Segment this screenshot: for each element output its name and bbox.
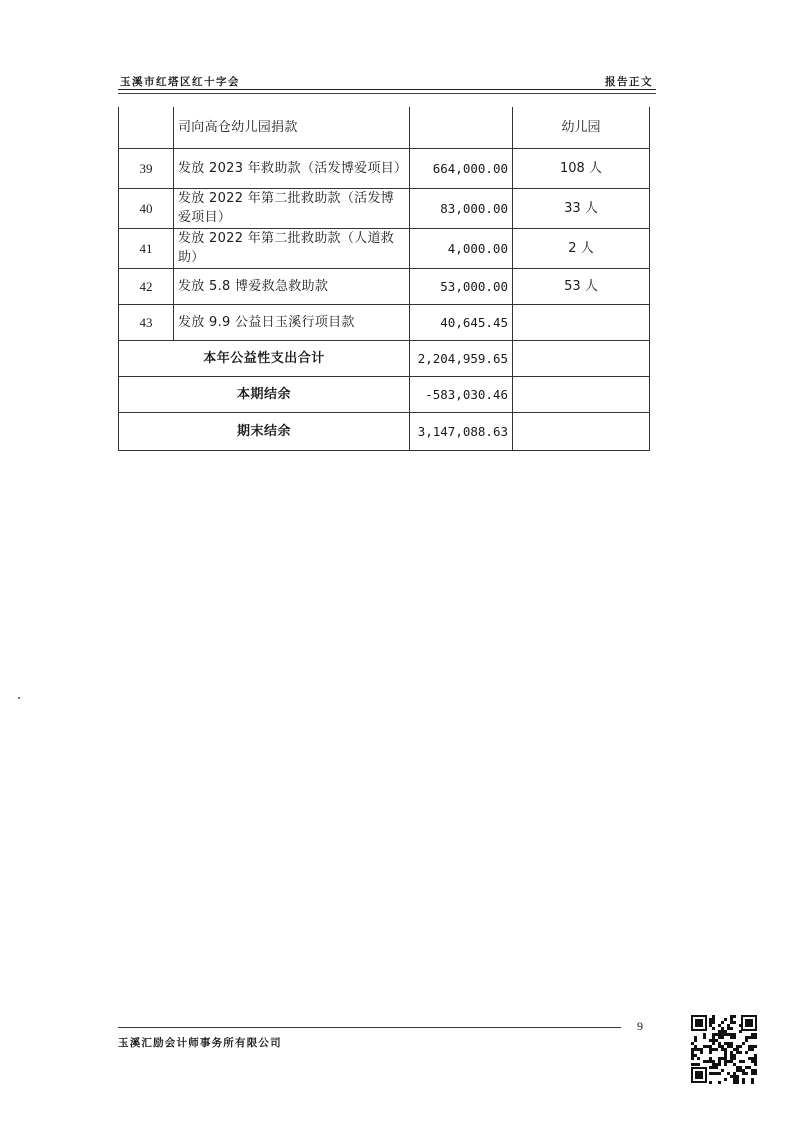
- summary-period-balance-amount: -583,030.46: [410, 376, 513, 412]
- summary-row: [119, 340, 650, 376]
- summary-note: [513, 340, 650, 376]
- header-rule-thick: [118, 89, 656, 90]
- row-description: 发放 2023 年救助款（活发博爱项目）: [174, 148, 410, 188]
- row-note: 108 人: [513, 148, 650, 188]
- summary-total-label: 本年公益性支出合计: [119, 340, 410, 376]
- summary-note: [513, 412, 650, 450]
- row-note: 53 人: [513, 268, 650, 304]
- row-amount: [410, 107, 513, 148]
- table-row: [119, 148, 650, 188]
- summary-ending-balance-amount: 3,147,088.63: [410, 412, 513, 450]
- summary-row: [119, 376, 650, 412]
- summary-total-amount: 2,204,959.65: [410, 340, 513, 376]
- row-amount: 664,000.00: [410, 148, 513, 188]
- row-description: 司向高仓幼儿园捐款: [174, 107, 410, 148]
- table-row: [119, 268, 650, 304]
- page-number: 9: [637, 1019, 643, 1033]
- row-index: 43: [119, 304, 174, 340]
- row-index: [119, 107, 174, 148]
- table-row: [119, 304, 650, 340]
- summary-note: [513, 376, 650, 412]
- row-note: 2 人: [513, 228, 650, 268]
- row-description: 发放 2022 年第二批救助款（活发博爱项目）: [174, 188, 410, 228]
- row-note: 33 人: [513, 188, 650, 228]
- table-row: [119, 188, 650, 228]
- header-section-label: 报告正文: [605, 76, 653, 88]
- summary-row: [119, 412, 650, 450]
- expenditure-table: [118, 107, 650, 451]
- row-description: 发放 5.8 博爱救急救助款: [174, 268, 410, 304]
- scan-speck: [18, 697, 20, 699]
- row-description: 发放 2022 年第二批救助款（人道救助）: [174, 228, 410, 268]
- table-row: [119, 107, 650, 148]
- table-row: [119, 228, 650, 268]
- row-note: 幼儿园: [513, 107, 650, 148]
- row-index: 40: [119, 188, 174, 228]
- header-rule-thin: [118, 93, 656, 94]
- header-org-name: 玉溪市红塔区红十字会: [120, 76, 240, 88]
- row-index: 41: [119, 228, 174, 268]
- footer-firm-name: 玉溪汇励会计师事务所有限公司: [118, 1037, 282, 1049]
- row-description: 发放 9.9 公益日玉溪行项目款: [174, 304, 410, 340]
- footer-rule: [118, 1027, 621, 1028]
- qr-code-icon: [689, 1013, 759, 1085]
- row-amount: 4,000.00: [410, 228, 513, 268]
- row-amount: 83,000.00: [410, 188, 513, 228]
- summary-period-balance-label: 本期结余: [119, 376, 410, 412]
- summary-ending-balance-label: 期末结余: [119, 412, 410, 450]
- row-amount: 53,000.00: [410, 268, 513, 304]
- row-note: [513, 304, 650, 340]
- row-index: 42: [119, 268, 174, 304]
- row-index: 39: [119, 148, 174, 188]
- row-amount: 40,645.45: [410, 304, 513, 340]
